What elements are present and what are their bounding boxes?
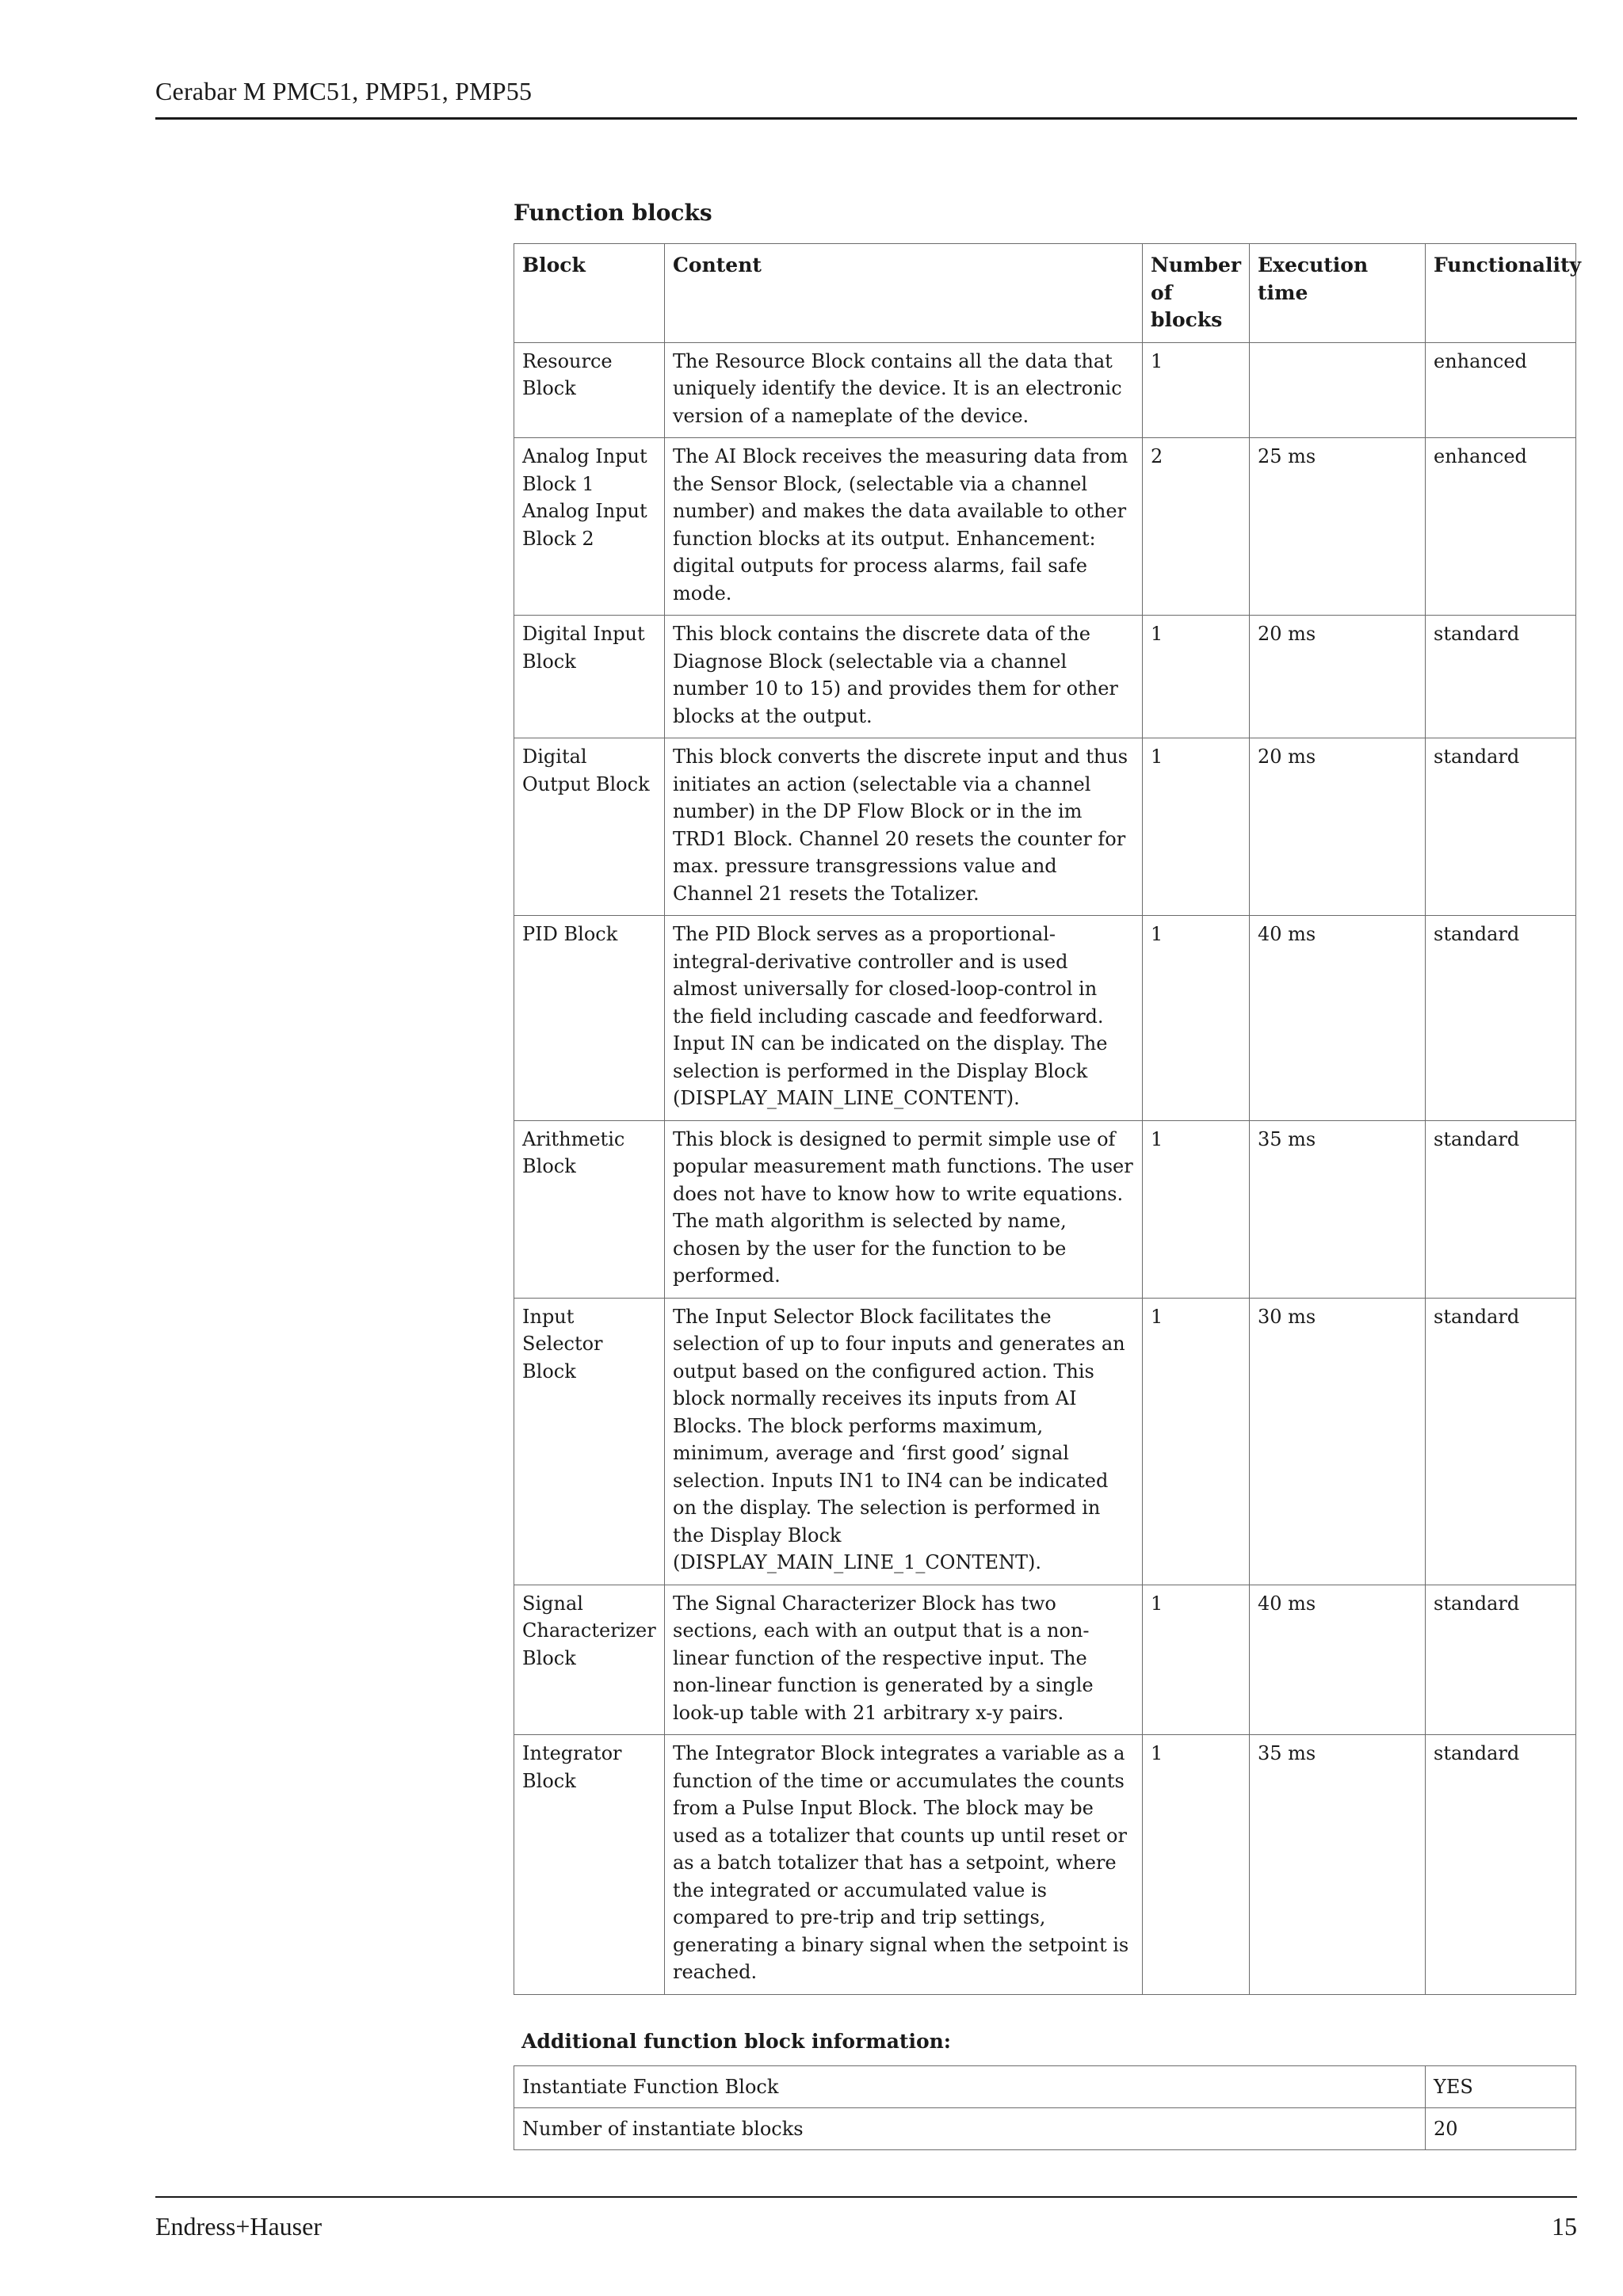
functionality-cell: enhanced [1426,342,1576,438]
block-name-cell: Signal Characterizer Block [514,1585,665,1735]
block-name-cell: Arithmetic Block [514,1120,665,1298]
execution-time-cell: 30 ms [1250,1298,1426,1585]
page-header [155,70,1577,120]
number-cell: 2 [1143,438,1250,616]
additional-info-title: Additional function block information: [521,2029,952,2053]
table-row [514,1120,1576,1298]
block-name-cell: Digital Input Block [514,616,665,738]
section-title: Function blocks [514,200,712,226]
block-name-cell: Resource Block [514,342,665,438]
number-cell: 1 [1143,1735,1250,1995]
number-cell: 1 [1143,1120,1250,1298]
table-row [514,438,1576,616]
info-value-cell: YES [1426,2065,1576,2107]
column-header-number-of-blocks: Number of blocks [1143,244,1250,343]
functionality-cell: standard [1426,916,1576,1121]
content-cell: The Integrator Block integrates a variable as a function of the time or accumulates the counts from a Pulse Input Block. The block may be used as a totalizer that counts up until reset or as a batch totalizer that has a setpoint, where the integrated or accumulated value is compared to pre-trip and trip settings, generating a binary signal when the setpoint is reached. [665,1735,1143,1995]
content-cell: The Resource Block contains all the data that uniquely identify the device. It is an electronic version of a nameplate of the device. [665,342,1143,438]
content-cell: This block converts the discrete input and thus initiates an action (selectable via a channel number) in the DP Flow Block or in the im TRD1 Block. Channel 20 resets the counter for max. pressure transgressions value and Channel 21 resets the Totalizer. [665,738,1143,916]
additional-info-table [514,2065,1576,2150]
column-header-block: Block [514,244,665,343]
content-cell: The Signal Characterizer Block has two sections, each with an output that is a non-linear function of the respective input. The non-linear function is generated by a single look-up table with 21 arbitrary x-y pairs. [665,1585,1143,1735]
table-row [514,616,1576,738]
table-row [514,738,1576,916]
table-row [514,1298,1576,1585]
functionality-cell: standard [1426,1735,1576,1995]
table-row [514,2065,1576,2107]
functionality-cell: standard [1426,1120,1576,1298]
column-header-content: Content [665,244,1143,343]
block-name-cell: Integrator Block [514,1735,665,1995]
table-row [514,916,1576,1121]
execution-time-cell [1250,342,1426,438]
execution-time-cell: 25 ms [1250,438,1426,616]
document-title: Cerabar M PMC51, PMP51, PMP55 [155,77,533,105]
block-name-cell: Input Selector Block [514,1298,665,1585]
functionality-cell: standard [1426,1298,1576,1585]
table-row [514,1735,1576,1995]
page-footer [155,2196,1577,2245]
execution-time-cell: 35 ms [1250,1120,1426,1298]
info-label-cell: Instantiate Function Block [514,2065,1426,2107]
table-row [514,342,1576,438]
execution-time-cell: 40 ms [1250,1585,1426,1735]
table-row [514,1585,1576,1735]
content-cell: The AI Block receives the measuring data from the Sensor Block, (selectable via a channel number) and makes the data available to other function blocks at its output. Enhancement: digital outputs for process alarms, fail safe mode. [665,438,1143,616]
execution-time-cell: 20 ms [1250,738,1426,916]
table-row [514,2107,1576,2149]
content-cell: This block is designed to permit simple use of popular measurement math functions. The user does not have to know how to write equations. The math algorithm is selected by name, chosen by the user for the function to be performed. [665,1120,1143,1298]
number-cell: 1 [1143,916,1250,1121]
functionality-cell: enhanced [1426,438,1576,616]
column-header-execution-time: Execution time [1250,244,1426,343]
number-cell: 1 [1143,342,1250,438]
execution-time-cell: 40 ms [1250,916,1426,1121]
block-name-cell: Analog Input Block 1 Analog Input Block 2 [514,438,665,616]
content-cell: The PID Block serves as a proportional-integral-derivative controller and is used almost universally for closed-loop-control in the field including cascade and feedforward. Input IN can be indicated on the display. The selection is performed in the Display Block (DISPLAY_MAIN_LINE_CONTENT). [665,916,1143,1121]
column-header-functionality: Functionality [1426,244,1576,343]
execution-time-cell: 35 ms [1250,1735,1426,1995]
info-label-cell: Number of instantiate blocks [514,2107,1426,2149]
execution-time-cell: 20 ms [1250,616,1426,738]
functionality-cell: standard [1426,738,1576,916]
content-cell: This block contains the discrete data of the Diagnose Block (selectable via a channel number 10 to 15) and provides them for other blocks at the output. [665,616,1143,738]
content-cell: The Input Selector Block facilitates the selection of up to four inputs and generates an output based on the configured action. This block normally receives its inputs from AI Blocks. The block performs maximum, minimum, average and ‘first good’ signal selection. Inputs IN1 to IN4 can be indicated on the display. The selection is performed in the Display Block (DISPLAY_MAIN_LINE_1_CONTENT). [665,1298,1143,1585]
function-blocks-table [514,243,1582,1995]
footer-brand: Endress+Hauser [155,2212,322,2241]
functionality-cell: standard [1426,616,1576,738]
page-number: 15 [1552,2212,1577,2241]
functionality-cell: standard [1426,1585,1576,1735]
number-cell: 1 [1143,1585,1250,1735]
table-header-row [514,244,1576,343]
block-name-cell: PID Block [514,916,665,1121]
number-cell: 1 [1143,1298,1250,1585]
function-blocks-section [514,200,1582,2150]
number-cell: 1 [1143,616,1250,738]
number-cell: 1 [1143,738,1250,916]
info-value-cell: 20 [1426,2107,1576,2149]
block-name-cell: Digital Output Block [514,738,665,916]
